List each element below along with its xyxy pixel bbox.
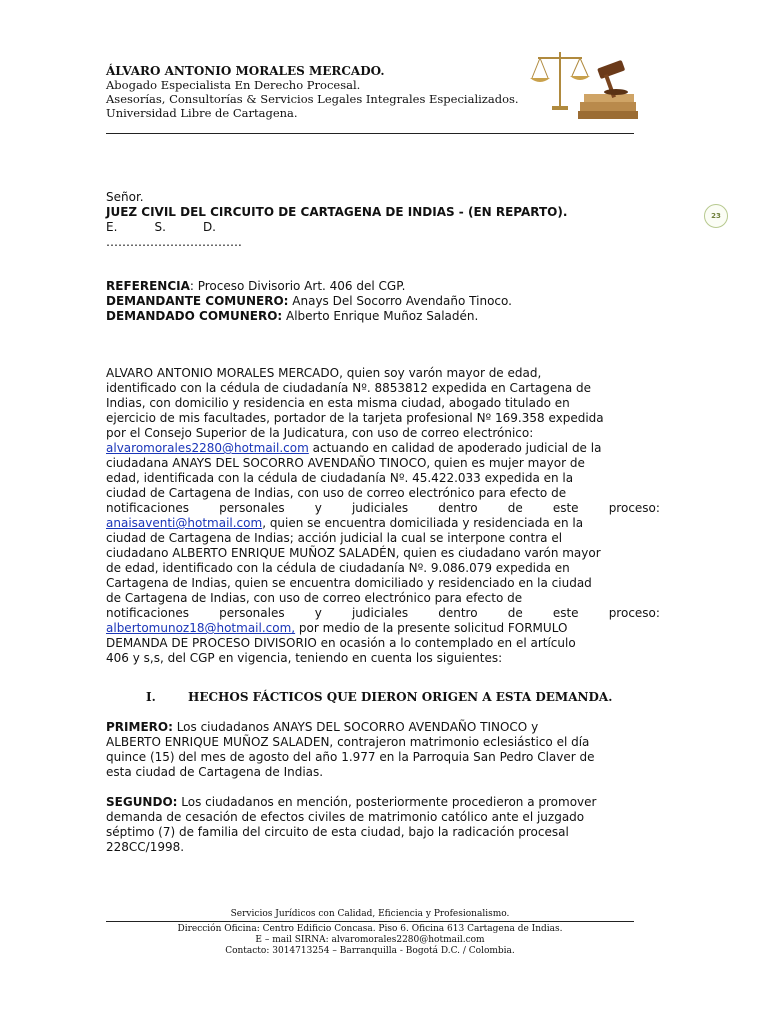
- letterhead-line-2: Asesorías, Consultorías & Servicios Legales Integrales Especializados.: [106, 92, 519, 106]
- word: judiciales: [351, 501, 409, 515]
- fact-label: SEGUNDO:: [106, 795, 178, 809]
- word: dentro: [438, 606, 478, 620]
- esd-line: [106, 220, 216, 235]
- page-number-badge: [704, 204, 728, 228]
- intro-line: ciudadano ALBERTO ENRIQUE MUÑOZ SALADÉN, quien es ciudadano varón mayor: [106, 546, 601, 560]
- section-title: HECHOS FÁCTICOS QUE DIERON ORIGEN A ESTA DEMANDA.: [188, 690, 613, 704]
- word: personales: [219, 501, 285, 515]
- intro-line: de edad, identificado con la cédula de ciudadanía Nº. 9.086.079 expedida en: [106, 561, 570, 575]
- section-heading: [146, 690, 612, 704]
- letterhead-line-3: Universidad Libre de Cartagena.: [106, 106, 298, 120]
- word: de: [507, 501, 523, 515]
- word: y: [314, 606, 322, 620]
- intro-line: DEMANDA DE PROCESO DIVISORIO en ocasión a lo contemplado en el artículo: [106, 636, 576, 650]
- esd-d: D.: [202, 220, 216, 234]
- footer-slogan: Servicios Jurídicos con Calidad, Eficiencia y Profesionalismo.: [230, 909, 510, 919]
- defendant-label: DEMANDADO COMUNERO:: [106, 309, 283, 323]
- intro-line: edad, identificada con la cédula de ciudadanía Nº. 45.422.033 expedida en la: [106, 471, 574, 485]
- addressee-block: [106, 190, 660, 250]
- letterhead: [106, 64, 546, 120]
- footer-address: Dirección Oficina: Centro Edificio Concasa. Piso 6. Oficina 613 Cartagena de Indias.: [177, 924, 563, 934]
- word: personales: [219, 606, 285, 620]
- page-number: 23: [711, 212, 721, 220]
- defendant-value: Alberto Enrique Muñoz Saladén.: [282, 309, 479, 323]
- fact-line: séptimo (7) de familia del circuito de esta ciudad, bajo la radicación procesal: [106, 825, 569, 839]
- word: este: [552, 606, 579, 620]
- intro-line: identificado con la cédula de ciudadanía Nº. 8853812 expedida en Cartagena de: [106, 381, 592, 395]
- plaintiff-value: Anays Del Socorro Avendaño Tinoco.: [288, 294, 512, 308]
- intro-line: , quien se encuentra domiciliada y residenciada en la: [262, 516, 584, 530]
- section-number: I.: [146, 690, 156, 704]
- intro-line: de Cartagena de Indias, con uso de correo electrónico para efecto de: [106, 591, 523, 605]
- intro-line: Indias, con domicilio y residencia en esta misma ciudad, abogado titulado en: [106, 396, 570, 410]
- word: de: [507, 606, 523, 620]
- word: proceso:: [608, 501, 660, 515]
- dotted-line: …………………………….: [106, 235, 242, 249]
- word: proceso:: [608, 606, 660, 620]
- intro-justified-line: [106, 501, 660, 516]
- salutation: Señor.: [106, 190, 144, 204]
- intro-line: ejercicio de mis facultades, portador de la tarjeta profesional Nº 169.358 expedida: [106, 411, 604, 425]
- word: judiciales: [351, 606, 409, 620]
- word: este: [552, 501, 579, 515]
- fact-line: ALBERTO ENRIQUE MUÑOZ SALADEN, contrajeron matrimonio eclesiástico el día: [106, 735, 590, 749]
- fact-primero: [106, 720, 660, 780]
- reference-label: REFERENCIA: [106, 279, 190, 293]
- fact-segundo: [106, 795, 660, 855]
- reference-value: : Proceso Divisorio Art. 406 del CGP.: [189, 279, 406, 293]
- fact-line: esta ciudad de Cartagena de Indias.: [106, 765, 324, 779]
- footer: [106, 924, 634, 957]
- fact-label: PRIMERO:: [106, 720, 173, 734]
- word: notificaciones: [106, 501, 190, 515]
- fact-line: Los ciudadanos en mención, posteriormente procedieron a promover: [177, 795, 597, 809]
- intro-line: ciudadana ANAYS DEL SOCORRO AVENDAÑO TINOCO, quien es mujer mayor de: [106, 456, 585, 470]
- intro-line: ciudad de Cartagena de Indias, con uso de correo electrónico para efecto de: [106, 486, 567, 500]
- word: y: [314, 501, 322, 515]
- footer-divider: [106, 921, 634, 922]
- word: notificaciones: [106, 606, 190, 620]
- email-link-lawyer[interactable]: alvaromorales2280@hotmail.com: [106, 441, 309, 455]
- intro-line: ALVARO ANTONIO MORALES MERCADO, quien soy varón mayor de edad,: [106, 366, 542, 380]
- esd-s: S.: [154, 220, 166, 234]
- plaintiff-label: DEMANDANTE COMUNERO:: [106, 294, 289, 308]
- intro-line: Cartagena de Indias, quien se encuentra domiciliado y residenciado en la ciudad: [106, 576, 592, 590]
- scales-gavel-books-icon: [520, 44, 640, 124]
- intro-line: actuando en calidad de apoderado judicial de la: [308, 441, 602, 455]
- intro-line: 406 y s,s, del CGP en vigencia, teniendo en cuenta los siguientes:: [106, 651, 503, 665]
- fact-line: Los ciudadanos ANAYS DEL SOCORRO AVENDAÑO TINOCO y: [172, 720, 539, 734]
- fact-line: demanda de cesación de efectos civiles de matrimonio católico ante el juzgado: [106, 810, 585, 824]
- fact-line: 228CC/1998.: [106, 840, 185, 854]
- intro-line: ciudad de Cartagena de Indias; acción judicial la cual se interpone contra el: [106, 531, 563, 545]
- email-link-defendant[interactable]: albertomunoz18@hotmail.com,: [106, 621, 296, 635]
- intro-line: por medio de la presente solicitud FORMULO: [295, 621, 568, 635]
- footer-contact: Contacto: 3014713254 – Barranquilla - Bogotá D.C. / Colombia.: [225, 946, 515, 956]
- esd-e: E.: [106, 220, 118, 234]
- intro-justified-line: [106, 606, 660, 621]
- email-link-plaintiff[interactable]: anaisaventi@hotmail.com: [106, 516, 263, 530]
- letterhead-line-1: Abogado Especialista En Derecho Procesal.: [106, 78, 361, 92]
- word: dentro: [438, 501, 478, 515]
- intro-paragraph: [106, 366, 660, 666]
- footer-email: E – mail SIRNA: alvaromorales2280@hotmail.com: [255, 935, 485, 945]
- intro-line: por el Consejo Superior de la Judicatura, con uso de correo electrónico:: [106, 426, 534, 440]
- lawyer-name: ÁLVARO ANTONIO MORALES MERCADO.: [106, 64, 385, 78]
- addressee-judge: JUEZ CIVIL DEL CIRCUITO DE CARTAGENA DE INDIAS - (EN REPARTO).: [106, 205, 568, 219]
- header-divider: [106, 133, 634, 134]
- reference-block: [106, 279, 660, 324]
- fact-line: quince (15) del mes de agosto del año 1.977 en la Parroquia San Pedro Claver de: [106, 750, 595, 764]
